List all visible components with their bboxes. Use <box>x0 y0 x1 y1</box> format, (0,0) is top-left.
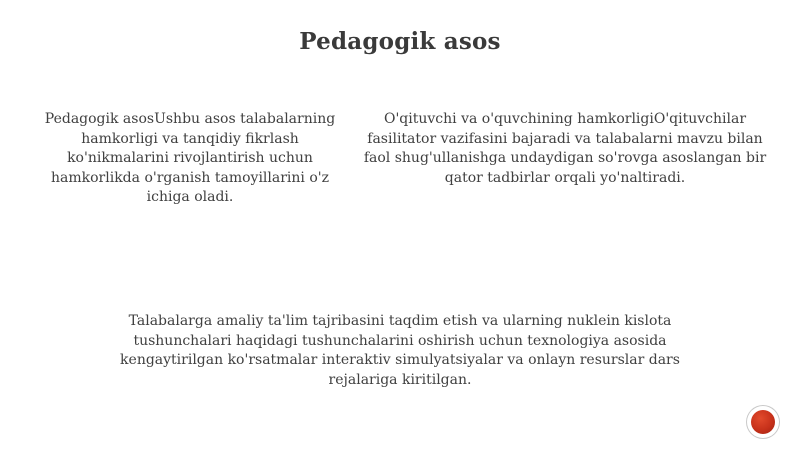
text-block-left: Pedagogik asosUshbu asos talabalarning hamkorligi va tanqidiy fikrlash ko'nikmalarini rivojlantirish uchun hamkorlikda o'rganish tamoyillarini o'z ichiga oladi. <box>44 111 336 205</box>
slide-title: Pedagogik asos <box>299 28 501 55</box>
text-block-right: O'qituvchi va o'quvchining hamkorligiO'qituvchilar fasilitator vazifasini bajaradi va talabalarni mavzu bilan faol shug'ullanishga undaydigan so'rovga asoslangan bir qator tadbirlar orqali yo'naltiradi. <box>363 111 767 186</box>
red-circle-icon <box>747 406 779 438</box>
text-block-bottom: Talabalarga amaliy ta'lim tajribasini taqdim etish va ularning nuklein kislota tushunchalari haqidagi tushunchalarini oshirish uchun texnologiya asosida kengaytirilgan ko'rsatmalar interaktiv simulyatsiyalar va onlayn resurslar dars rejalariga kiritilgan. <box>120 313 680 388</box>
red-circle-icon-fill <box>751 410 775 434</box>
